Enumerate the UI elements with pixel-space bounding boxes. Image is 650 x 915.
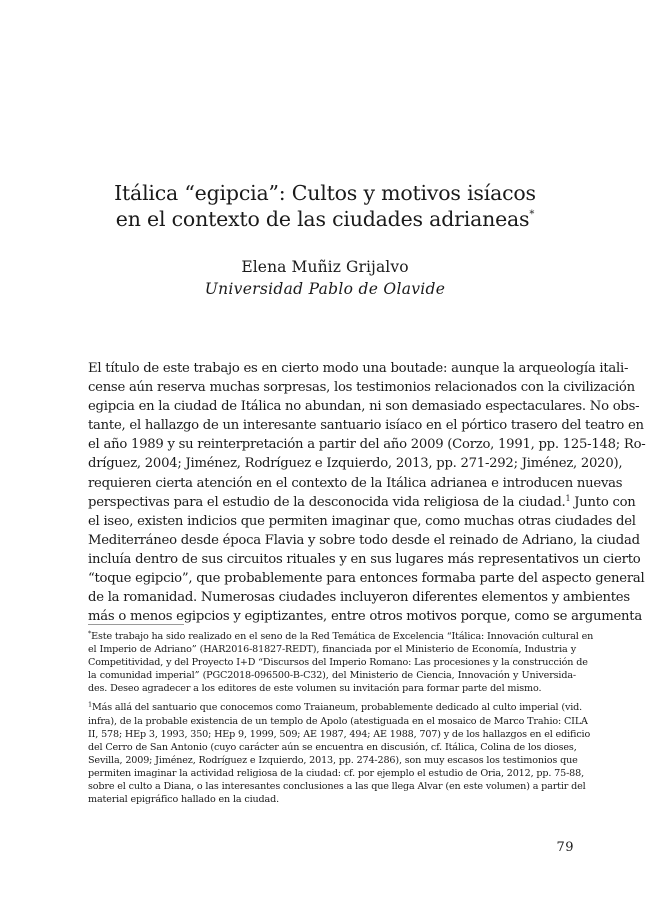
footnote-line: sobre el culto a Diana, o las interesantes conclusiones a las que llega Alvar (en este volumen) a partir del (88, 781, 586, 793)
footnote-star-marker: * (88, 629, 92, 638)
body-line: más o menos egipcios y egiptizantes, entre otros motivos porque, como se argumenta (88, 609, 642, 625)
body-line-text: perspectivas para el estudio de la desconocida vida religiosa de la ciudad. (88, 494, 566, 510)
footnote-line: permiten imaginar la actividad religiosa de la ciudad: cf. por ejemplo el estudio de Oria, 2012, pp. 75-88, (88, 767, 584, 779)
body-line: cense aún reserva muchas sorpresas, los testimonios relacionados con la civilización (88, 380, 635, 396)
title-line-2-text: en el contexto de las ciudades adrianeas (115, 207, 530, 231)
body-line: “toque egipcio”, que probablemente para entonces formaba parte del aspecto general (88, 571, 645, 587)
title-line-1: Itálica “egipcia”: Cultos y motivos isíacos (114, 181, 536, 205)
footnote-line: infra), de la probable existencia de un templo de Apolo (atestiguada en el mosaico de Marco Trahio: CILA (88, 715, 588, 727)
footnote-1-reference[interactable]: 1 (565, 493, 571, 503)
footnote-line: material epigráfico hallado en la ciudad. (88, 794, 279, 806)
body-line: dríguez, 2004; Jiménez, Rodríguez e Izquierdo, 2013, pp. 271-292; Jiménez, 2020), (88, 456, 623, 472)
footnote-line: des. Deseo agradecer a los editores de este volumen su invitación para formar parte del mismo. (88, 683, 542, 695)
author-block (0, 256, 650, 300)
body-line: requieren cierta atención en el contexto de la Itálica adrianea e introducen nuevas (88, 475, 623, 491)
body-line: tante, el hallazgo de un interesante santuario isíaco en el pórtico trasero del teatro en (88, 418, 644, 434)
footnote-1-marker: 1 (88, 700, 92, 709)
author-affiliation: Universidad Pablo de Olavide (204, 280, 446, 298)
body-line: el iseo, existen indicios que permiten imaginar que, como muchas otras ciudades del (88, 513, 636, 529)
footnote-line: Competitividad, y del Proyecto I+D “Discursos del Imperio Romano: Las procesiones y la construcción de (88, 657, 588, 669)
body-line: El título de este trabajo es en cierto modo una boutade: aunque la arqueología itali- (88, 361, 629, 376)
title-note-marker[interactable]: * (529, 209, 535, 220)
article-title (0, 180, 650, 232)
body-line: el año 1989 y su reinterpretación a partir del año 2009 (Corzo, 1991, pp. 125-148; Ro- (88, 437, 646, 453)
title-line-2 (0, 206, 650, 232)
body-paragraph (88, 359, 646, 626)
footnotes (88, 629, 594, 806)
body-line: Mediterráneo desde época Flavia y sobre todo desde el reinado de Adriano, la ciudad (88, 532, 640, 548)
footnote-separator (88, 624, 184, 625)
page-number: 79 (556, 840, 574, 855)
author-name: Elena Muñiz Grijalvo (241, 258, 409, 276)
footnote-line: II, 578; HEp 3, 1993, 350; HEp 9, 1999, 509; AE 1987, 494; AE 1988, 707) y de los hallazgos en el edificio (88, 728, 591, 740)
footnote-star-line (88, 629, 594, 643)
footnote-line: Sevilla, 2009; Jiménez, Rodríguez e Izquierdo, 2013, pp. 274-286), son muy escasos los testimonios que (88, 754, 578, 766)
body-line-tail: Junto con (570, 494, 636, 510)
footnote-line: la comunidad imperial” (PGC2018-096500-B-C32), del Ministerio de Ciencia, Innovación y Universida- (88, 670, 576, 682)
footnote-text: Este trabajo ha sido realizado en el seno de la Red Temática de Excelencia “Itálica: Innovación cultural en (91, 631, 594, 642)
body-line: incluía dentro de sus circuitos rituales y en sus lugares más representativos un cierto (88, 551, 641, 567)
body-line-with-ref (88, 493, 636, 512)
body-line: egipcia en la ciudad de Itálica no abundan, ni son demasiado espectaculares. No obs- (88, 399, 640, 415)
footnote-text: Más allá del santuario que conocemos como Traianeum, probablemente dedicado al culto imperial (vid. (92, 702, 583, 714)
footnote-line: del Cerro de San Antonio (cuyo carácter aún se encuentra en discusión, cf. Itálica, Colina de los dioses, (88, 741, 577, 753)
footnote-1-line (88, 700, 583, 714)
body-line: de la romanidad. Numerosas ciudades incluyeron diferentes elementos y ambientes (88, 590, 630, 606)
footnote-line: el Imperio de Adriano” (HAR2016-81827-REDT), financiada por el Ministerio de Economía, Industria y (88, 644, 576, 656)
